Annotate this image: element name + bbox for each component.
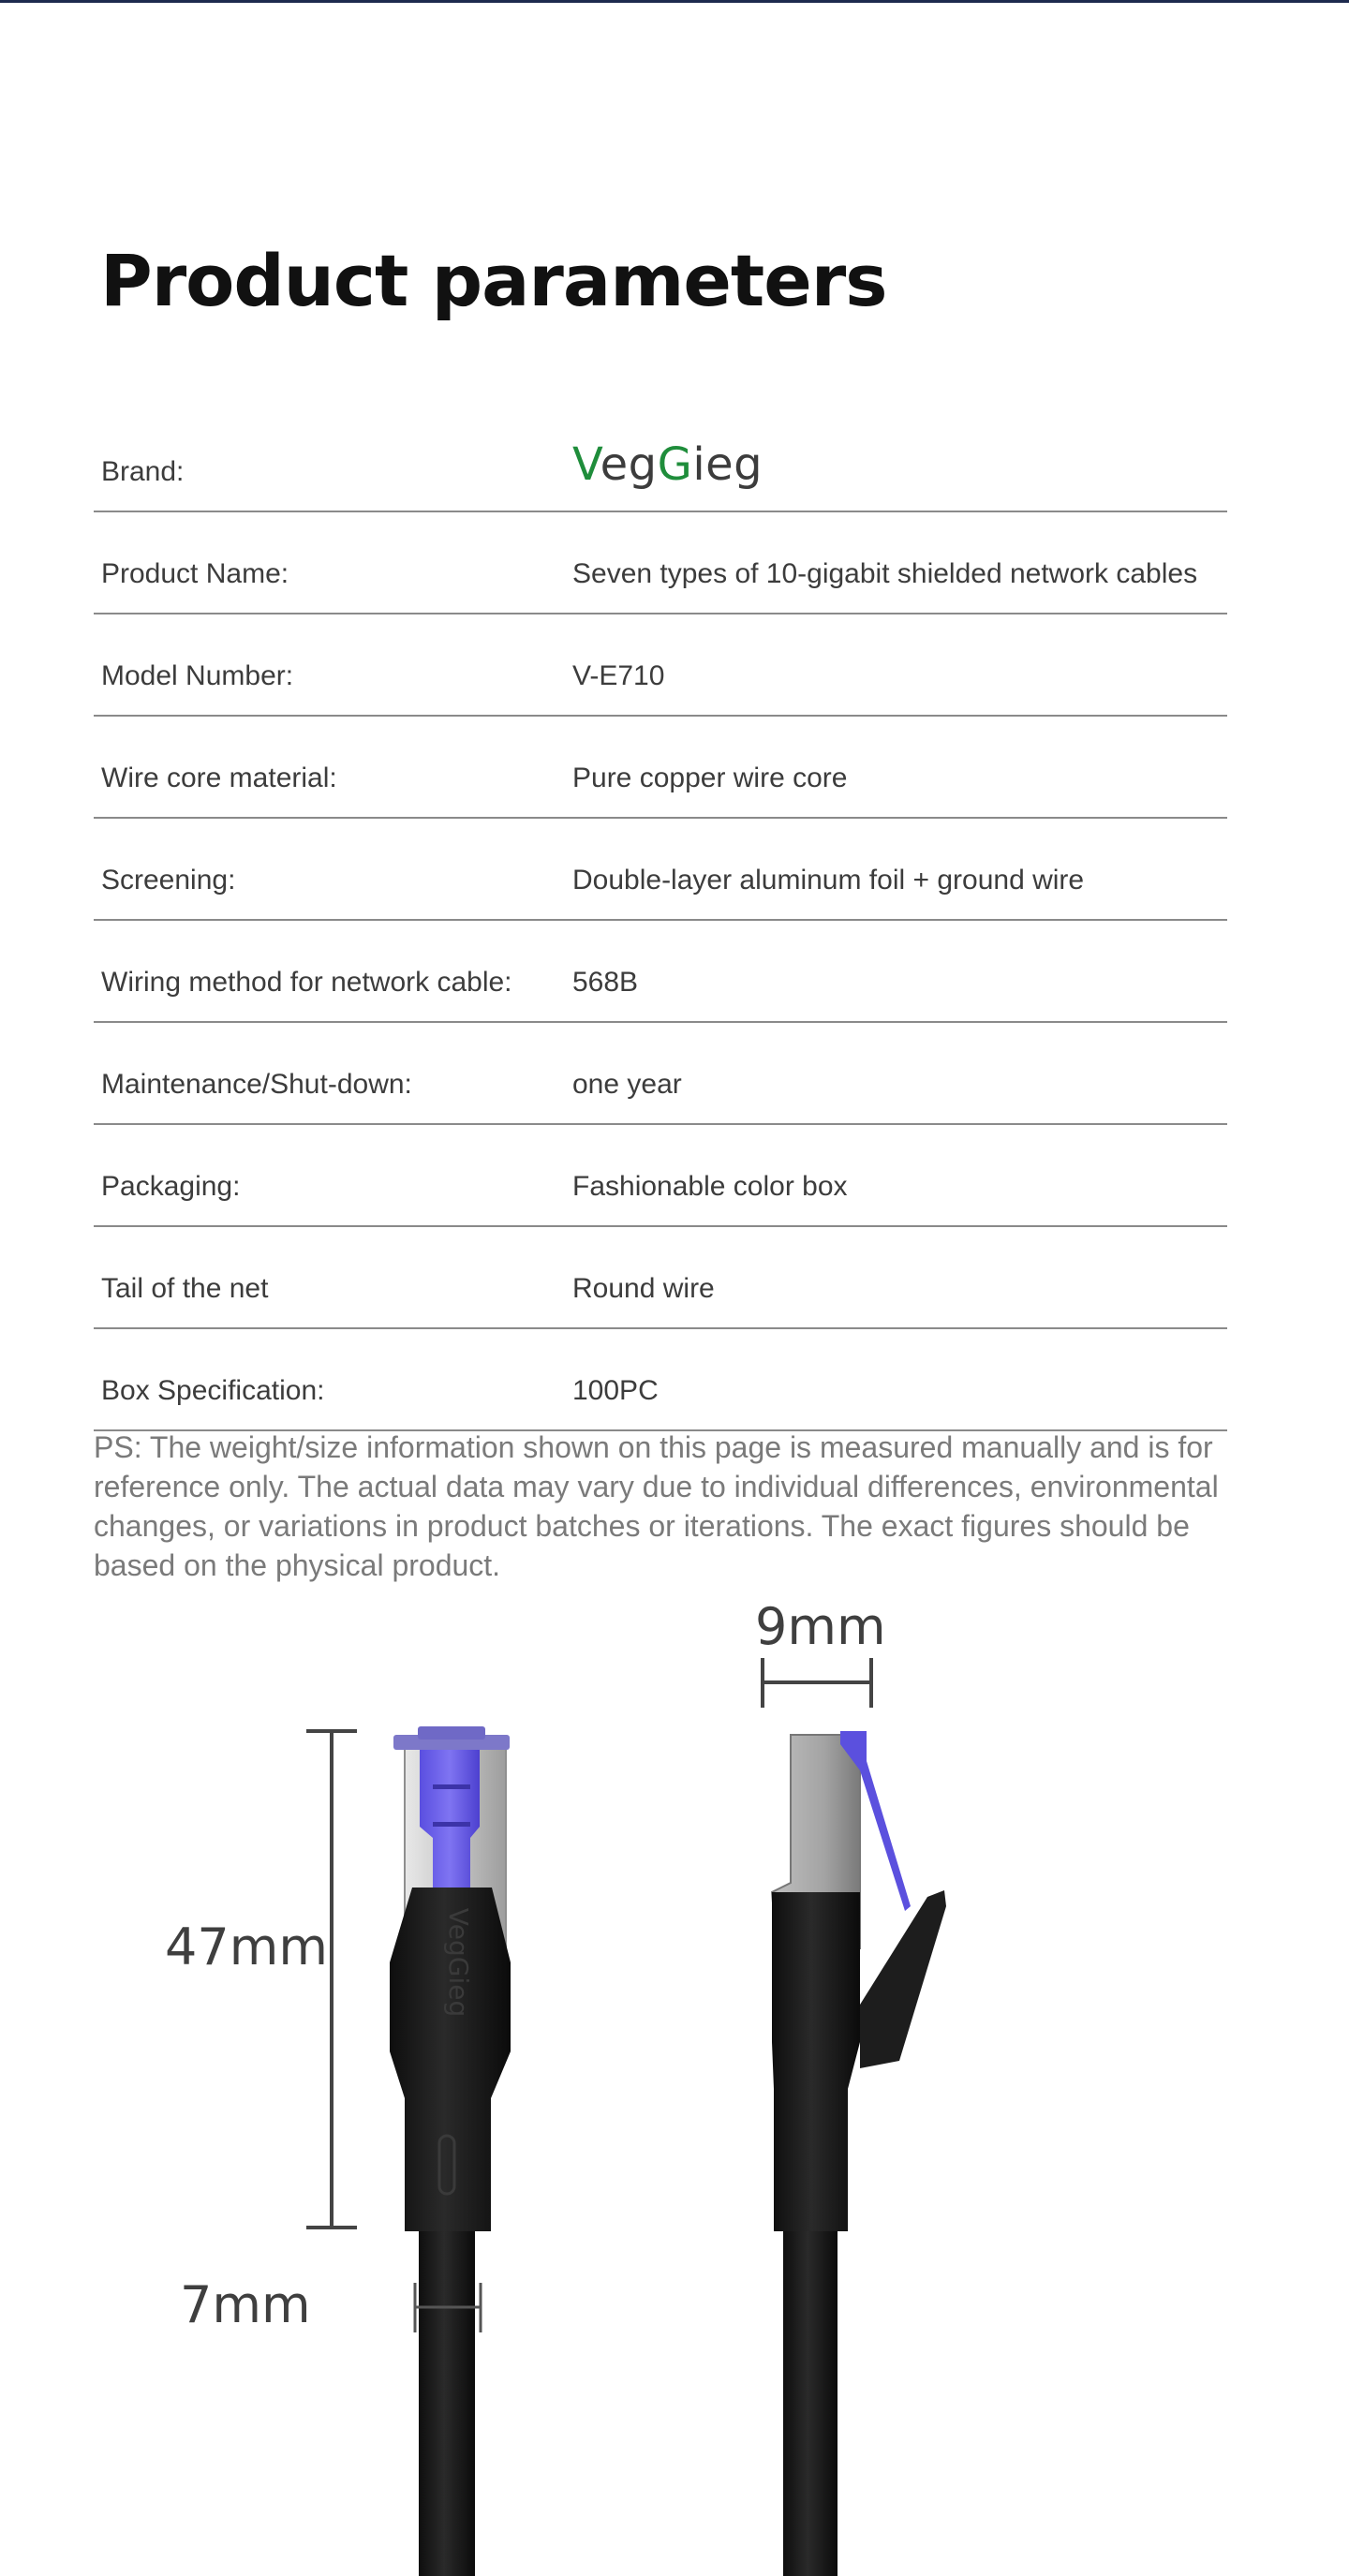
dimension-width-label: 9mm: [755, 1597, 886, 1656]
connector-front-view: [390, 1726, 511, 2576]
page-title: Product parameters: [100, 239, 887, 322]
height-dimension-line: [306, 1731, 357, 2228]
param-row-wire-core: [94, 717, 1227, 819]
param-value: 100PC: [572, 1375, 659, 1406]
param-value: one year: [572, 1069, 682, 1100]
param-label: Model Number:: [101, 660, 294, 691]
param-row-maintenance: [94, 1023, 1227, 1125]
param-value: 568B: [572, 967, 639, 998]
param-label: Wire core material:: [101, 762, 337, 793]
param-row-wiring-method: [94, 921, 1227, 1023]
brand-logo: VegGieg: [572, 438, 763, 491]
param-row-packaging: [94, 1125, 1227, 1227]
connector-logo-text: VegGieg: [443, 1907, 474, 2018]
param-value: V-E710: [572, 660, 665, 691]
param-value: Double-layer aluminum foil + ground wire: [572, 865, 1085, 896]
dimension-diameter-label: 7mm: [180, 2275, 311, 2334]
param-row-model-number: [94, 614, 1227, 717]
param-label: Product Name:: [101, 558, 289, 589]
top-rule: [0, 0, 1349, 3]
param-row-screening: [94, 819, 1227, 921]
param-value: Pure copper wire core: [572, 762, 848, 793]
param-label: Maintenance/Shut-down:: [101, 1069, 412, 1100]
disclaimer-note: PS: The weight/size information shown on this page is measured manually and is for reference only. The actual data may vary due to individual differences, environmental changes, or variations in product batches or iterations. The exact figures should be based on the physical product.: [94, 1430, 1219, 1582]
param-row-product-name: [94, 512, 1227, 614]
param-value: Round wire: [572, 1273, 715, 1304]
param-label: Brand:: [101, 456, 185, 487]
connector-diagram: [0, 1592, 1349, 2576]
width-dimension-line: [763, 1658, 871, 1708]
dimension-height-label: 47mm: [165, 1917, 328, 1976]
param-label: Packaging:: [101, 1171, 241, 1202]
param-label: Box Specification:: [101, 1375, 325, 1406]
param-value: Seven types of 10-gigabit shielded network cables: [572, 558, 1198, 589]
parameters-table: [94, 410, 1227, 1431]
param-row-tail: [94, 1227, 1227, 1329]
param-label: Tail of the net: [101, 1273, 269, 1304]
param-label: Wiring method for network cable:: [101, 967, 512, 998]
param-label: Screening:: [101, 865, 236, 896]
param-row-box-spec: [94, 1329, 1227, 1431]
param-row-brand: [94, 410, 1227, 512]
connector-side-view: [772, 1731, 946, 2576]
param-value: Fashionable color box: [572, 1171, 848, 1202]
